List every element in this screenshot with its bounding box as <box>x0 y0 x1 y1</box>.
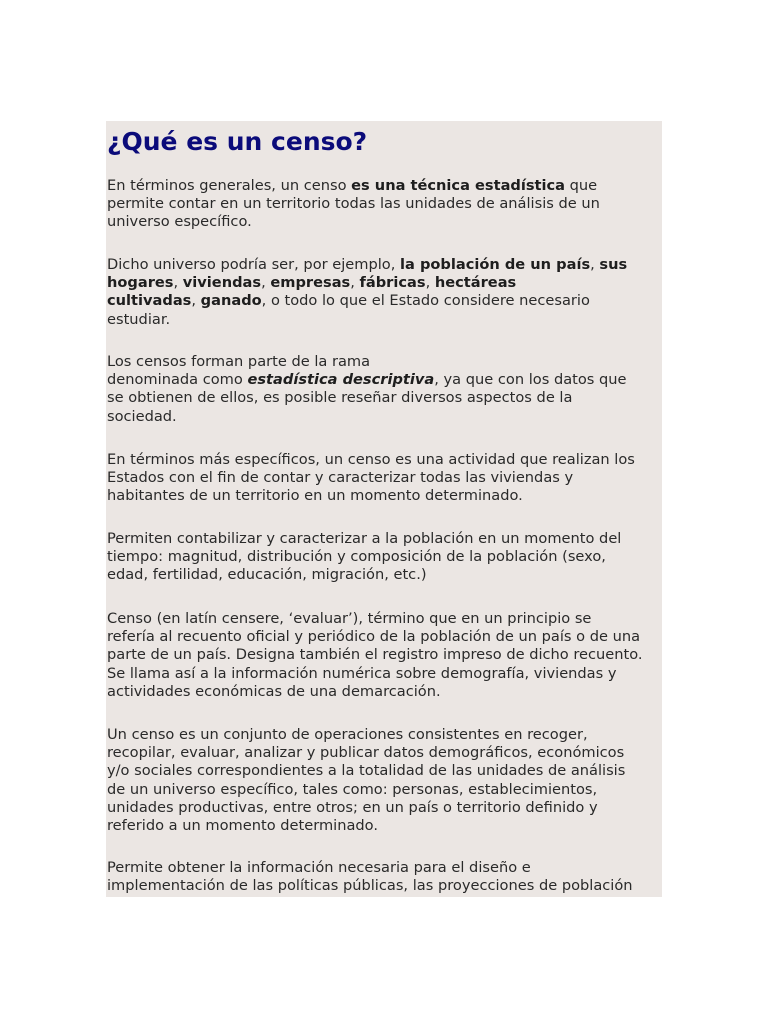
text-line <box>107 665 662 683</box>
text-run: sociedad. <box>107 407 177 425</box>
bold-text-run: empresas <box>270 274 351 292</box>
text-run: parte de un país. Designa también el registro impreso de dicho recuento. <box>107 646 643 664</box>
text-run: implementación de las políticas públicas, las proyecciones de población <box>107 877 633 895</box>
bold-text-run: hogares <box>107 274 174 292</box>
text-run: y/o sociales correspondientes a la totalidad de las unidades de análisis <box>107 762 626 780</box>
text-run: Dicho universo podría ser, por ejemplo, <box>107 256 401 273</box>
bold-text-run: hectáreas <box>434 274 517 292</box>
text-line <box>107 566 662 584</box>
text-line <box>107 817 662 835</box>
text-line <box>107 726 662 744</box>
text-run: se obtienen de ellos, es posible reseñar diversos aspectos de la <box>107 389 573 407</box>
paragraph-specific-definition <box>107 451 662 506</box>
text-run: denominada como <box>107 371 248 389</box>
paragraph-public-policy <box>107 859 662 895</box>
paragraph-operations <box>107 726 662 835</box>
text-run: referido a un momento determinado. <box>107 817 378 835</box>
text-line <box>107 781 662 799</box>
text-line <box>107 311 662 329</box>
paragraph-etymology <box>107 610 662 701</box>
text-run: , <box>191 292 201 310</box>
article-panel <box>106 121 662 897</box>
text-line <box>107 877 662 895</box>
text-run: permite contar en un territorio todas las unidades de análisis de un <box>107 195 600 213</box>
text-line <box>107 408 662 426</box>
page-title: ¿Qué es un censo? <box>107 127 368 156</box>
text-run: Estados con el fin de contar y caracterizar todas las viviendas y <box>107 469 574 487</box>
text-run: En términos más específicos, un censo es una actividad que realizan los <box>107 451 635 468</box>
paragraph-definition <box>107 177 662 232</box>
text-run: Censo (en latín censere, ‘evaluar’), término que en un principio se <box>107 610 592 627</box>
text-run: Se llama así a la información numérica sobre demografía, viviendas y <box>107 664 617 682</box>
text-run: En términos generales, un censo <box>107 177 352 194</box>
text-run: , <box>350 274 360 292</box>
bold-text-run: ganado <box>200 292 262 310</box>
bold-text-run: sus <box>599 256 628 273</box>
text-run: estudiar. <box>107 310 171 328</box>
text-line <box>107 451 662 469</box>
text-run: edad, fertilidad, educación, migración, etc.) <box>107 566 427 584</box>
text-run: universo específico. <box>107 213 252 231</box>
text-run: recopilar, evaluar, analizar y publicar datos demográficos, económicos <box>107 744 625 762</box>
text-line <box>107 859 662 877</box>
bold-text-run: la población de un país <box>400 256 591 273</box>
text-line <box>107 628 662 646</box>
text-run: Permite obtener la información necesaria para el diseño e <box>107 859 531 876</box>
bold-text-run: cultivadas <box>107 292 192 310</box>
text-run: , <box>425 274 435 292</box>
text-run: actividades económicas de una demarcación. <box>107 682 441 700</box>
text-line <box>107 799 662 817</box>
text-run: , <box>590 256 600 273</box>
text-run: Un censo es un conjunto de operaciones consistentes en recoger, <box>107 726 588 743</box>
text-line <box>107 469 662 487</box>
text-run: habitantes de un territorio en un momento determinado. <box>107 487 523 505</box>
text-run: Permiten contabilizar y caracterizar a la población en un momento del <box>107 530 622 547</box>
text-line <box>107 213 662 231</box>
bold-text-run: viviendas <box>182 274 262 292</box>
bold-text-run: estadística descriptiva <box>247 371 435 389</box>
paragraph-population-characteristics <box>107 530 662 585</box>
text-run: de un universo específico, tales como: personas, establecimientos, <box>107 780 598 798</box>
text-line <box>107 610 662 628</box>
paragraph-universe-examples <box>107 256 662 329</box>
bold-text-run: es una técnica estadística <box>351 177 566 194</box>
text-run: que <box>565 177 598 194</box>
text-line <box>107 487 662 505</box>
text-run: , <box>261 274 271 292</box>
text-line <box>107 530 662 548</box>
text-line <box>107 744 662 762</box>
bold-text-run: fábricas <box>359 274 426 292</box>
text-line <box>107 683 662 701</box>
text-run: , o todo lo que el Estado considere necesario <box>261 292 590 310</box>
text-line <box>107 256 662 274</box>
text-line <box>107 389 662 407</box>
text-line <box>107 548 662 566</box>
text-line <box>107 646 662 664</box>
text-line <box>107 762 662 780</box>
text-run: , <box>173 274 183 292</box>
text-run: , ya que con los datos que <box>434 371 627 389</box>
text-run: Los censos forman parte de la rama <box>107 353 371 370</box>
text-line <box>107 292 662 310</box>
text-line <box>107 177 662 195</box>
text-line <box>107 353 662 371</box>
text-line <box>107 195 662 213</box>
paragraph-descriptive-statistics <box>107 353 662 426</box>
text-run: unidades productivas, entre otros; en un país o territorio definido y <box>107 798 598 816</box>
text-run: tiempo: magnitud, distribución y composición de la población (sexo, <box>107 548 606 566</box>
text-line <box>107 274 662 292</box>
text-line <box>107 371 662 389</box>
text-run: refería al recuento oficial y periódico de la población de un país o de una <box>107 628 641 646</box>
